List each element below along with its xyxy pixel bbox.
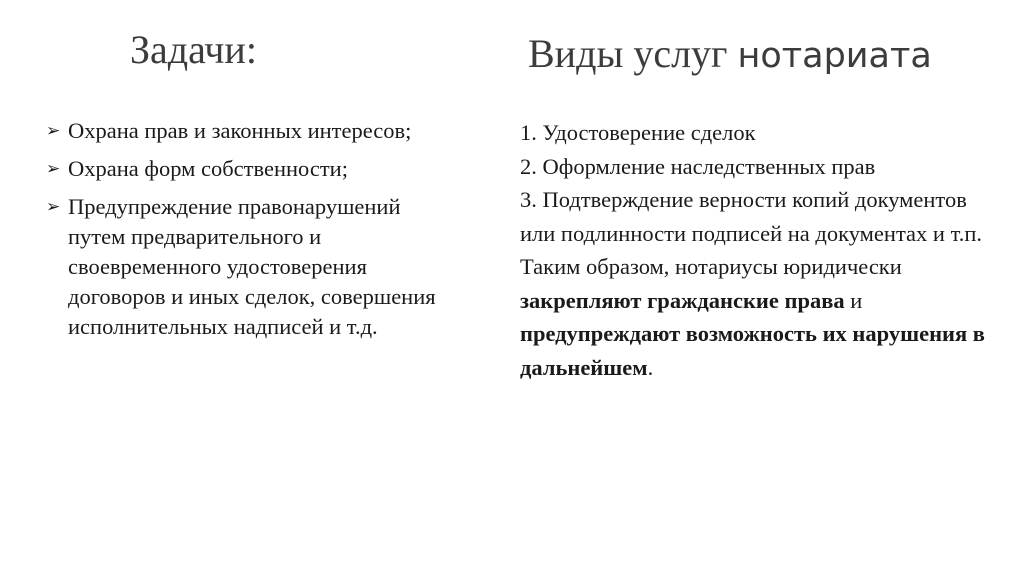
task-item bbox=[46, 192, 446, 342]
tasks-list bbox=[46, 116, 446, 350]
task-text: Охрана форм собственности; bbox=[68, 156, 348, 181]
services-block bbox=[520, 116, 1000, 384]
services-title bbox=[528, 30, 932, 77]
conclusion-bold-2: предупреждают возможность их нарушения в дальнейшем bbox=[520, 321, 985, 380]
services-title-part1: Виды услуг bbox=[528, 31, 738, 76]
task-item bbox=[46, 154, 446, 184]
conclusion-mid: и bbox=[844, 287, 863, 313]
task-text: Охрана прав и законных интересов; bbox=[68, 118, 412, 143]
services-title-part2: нотариата bbox=[737, 36, 932, 76]
conclusion-end: . bbox=[647, 354, 654, 380]
task-item bbox=[46, 116, 446, 146]
conclusion-paragraph bbox=[520, 250, 1000, 384]
service-item: 2. Оформление наследственных прав bbox=[520, 153, 876, 179]
arrow-bullet-icon: ➢ bbox=[46, 159, 61, 179]
tasks-title: Задачи: bbox=[130, 27, 257, 72]
service-item: 3. Подтверждение верности копий документов или подлинности подписей на документах и т.п. bbox=[520, 187, 983, 246]
task-text: Предупреждение правонарушений путем предварительного и своевременного удостоверения договоров и иных сделок, совершения исполнительных надписей и т.д. bbox=[68, 194, 436, 339]
conclusion-bold-1: закрепляют гражданские права bbox=[520, 287, 845, 313]
arrow-bullet-icon: ➢ bbox=[46, 121, 61, 141]
service-item: 1. Удостоверение сделок bbox=[520, 120, 756, 145]
conclusion-intro: Таким образом, нотариусы юридически bbox=[520, 254, 902, 279]
arrow-bullet-icon: ➢ bbox=[46, 197, 61, 217]
